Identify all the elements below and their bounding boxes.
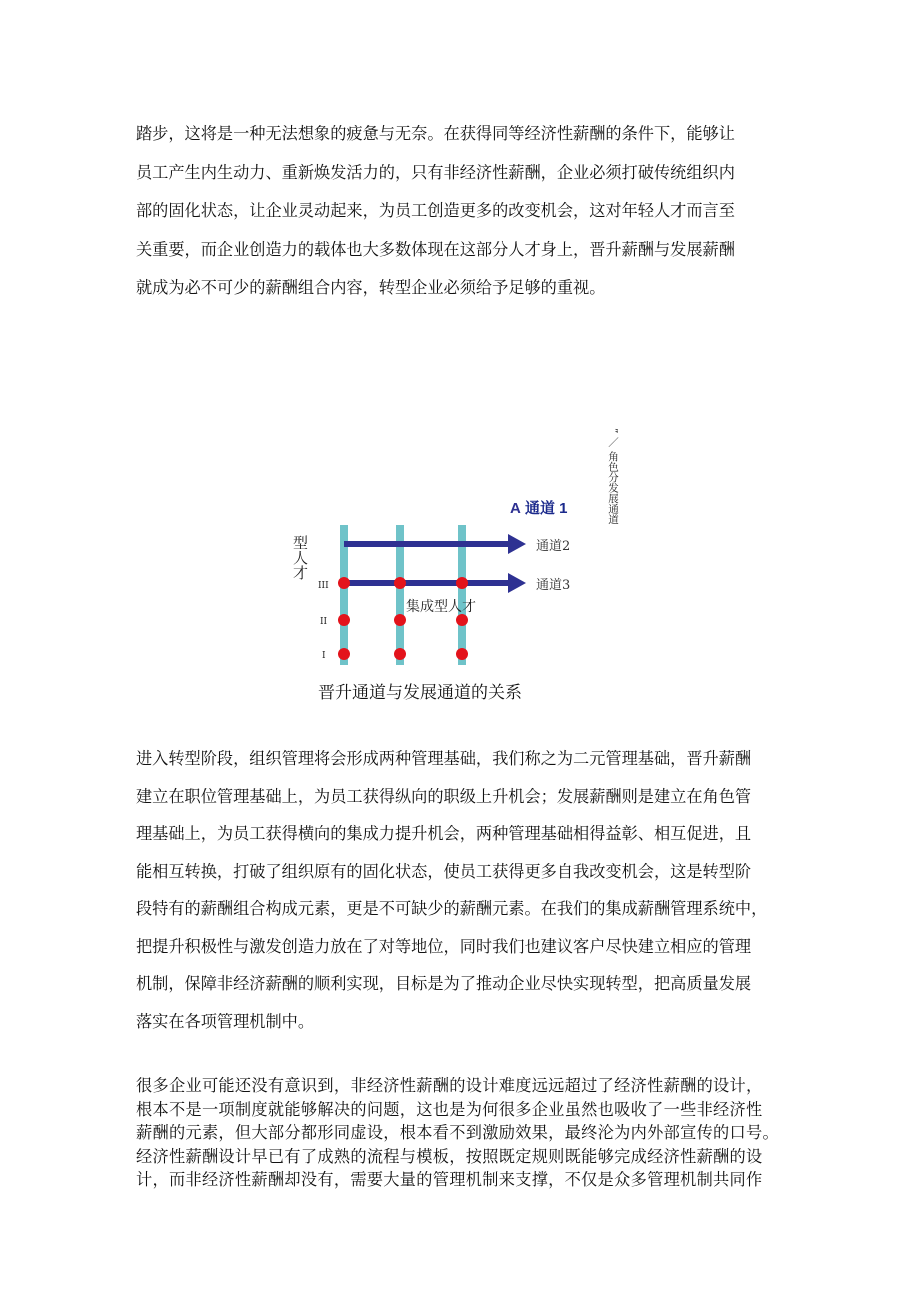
channel-3-label: 通道3 [536, 578, 571, 593]
node-dot [394, 577, 406, 589]
integrated-talent-label: 集成型人才 [406, 599, 476, 615]
node-dot [338, 577, 350, 589]
paragraph-2 [136, 740, 786, 1040]
text-line: 能相互转换，打破了组织原有的固化状态，使员工获得更多自我改变机会，这是转型阶 [136, 861, 752, 881]
text-line: 经济性薪酬设计早已有了成熟的流程与模板，按照既定规则既能够完成经济性薪酬的设 [136, 1146, 763, 1166]
channel-1-label: 通道 1 [525, 500, 568, 517]
paragraph-1 [136, 115, 786, 308]
channel-3-arrow-shaft [344, 580, 510, 586]
node-dot [394, 648, 406, 660]
text-line: 段特有的薪酬组合构成元素，更是不可缺少的薪酬元素。在我们的集成薪酬管理系统中， [136, 899, 768, 918]
channel-2-label: 通道2 [536, 539, 571, 554]
node-dot [456, 614, 468, 626]
channel-1-prefix: A [510, 500, 521, 517]
vertical-right-label: ” ／ 角色分发展通道 [607, 428, 619, 525]
level-label-2: II [320, 617, 328, 627]
channel-diagram-graphic [270, 410, 630, 675]
node-dot [338, 614, 350, 626]
vertical-left-label: 型人才 [291, 535, 309, 580]
text-line: 踏步，这将是一种无法想象的疲惫与无奈。在获得同等经济性薪酬的条件下，能够让 [136, 124, 735, 143]
channel-2-arrow-head [508, 534, 526, 554]
figure-caption: 晋升通道与发展通道的关系 [318, 683, 522, 703]
text-line: 薪酬的元素，但大部分都形同虚设，根本看不到激励效果，最终沦为内外部宣传的口号。 [136, 1123, 780, 1143]
channel-3-arrow-head [508, 573, 526, 593]
text-line: 计，而非经济性薪酬却没有，需要大量的管理机制来支撑，不仅是众多管理机制共同作 [136, 1170, 763, 1190]
text-line: 落实在各项管理机制中。 [136, 1011, 315, 1031]
text-line: 根本不是一项制度就能够解决的问题，这也是为何很多企业虽然也吸收了一些非经济性 [136, 1099, 763, 1119]
level-label-1: I [322, 651, 326, 661]
text-line: 机制，保障非经济薪酬的顺利实现，目标是为了推动企业尽快实现转型，把高质量发展 [136, 974, 752, 993]
text-line: 理基础上，为员工获得横向的集成力提升机会，两种管理基础相得益彰、相互促进，且 [136, 824, 752, 843]
channel-diagram [270, 410, 630, 710]
text-line: 进入转型阶段，组织管理将会形成两种管理基础，我们称之为二元管理基础，晋升薪酬 [136, 749, 752, 768]
text-line: 员工产生内生动力、重新焕发活力的，只有非经济性薪酬，企业必须打破传统组织内 [136, 162, 735, 182]
text-line: 就成为必不可少的薪酬组合内容，转型企业必须给予足够的重视。 [136, 278, 606, 297]
node-dot [338, 648, 350, 660]
text-line: 很多企业可能还没有意识到，非经济性薪酬的设计难度远远超过了经济性薪酬的设计， [136, 1076, 763, 1095]
text-line: 把提升积极性与激发创造力放在了对等地位，同时我们也建议客户尽快建立相应的管理 [136, 936, 752, 956]
node-dot [456, 577, 468, 589]
level-label-3: III [318, 581, 329, 591]
text-line: 建立在职位管理基础上，为员工获得纵向的职级上升机会；发展薪酬则是建立在角色管 [136, 786, 752, 806]
channel-2-arrow-shaft [344, 541, 510, 547]
node-dot [456, 648, 468, 660]
text-line: 关重要，而企业创造力的载体也大多数体现在这部分人才身上，晋升薪酬与发展薪酬 [136, 239, 735, 259]
paragraph-3 [136, 1074, 786, 1192]
node-dot [394, 614, 406, 626]
text-line: 部的固化状态，让企业灵动起来，为员工创造更多的改变机会，这对年轻人才而言至 [136, 201, 735, 220]
